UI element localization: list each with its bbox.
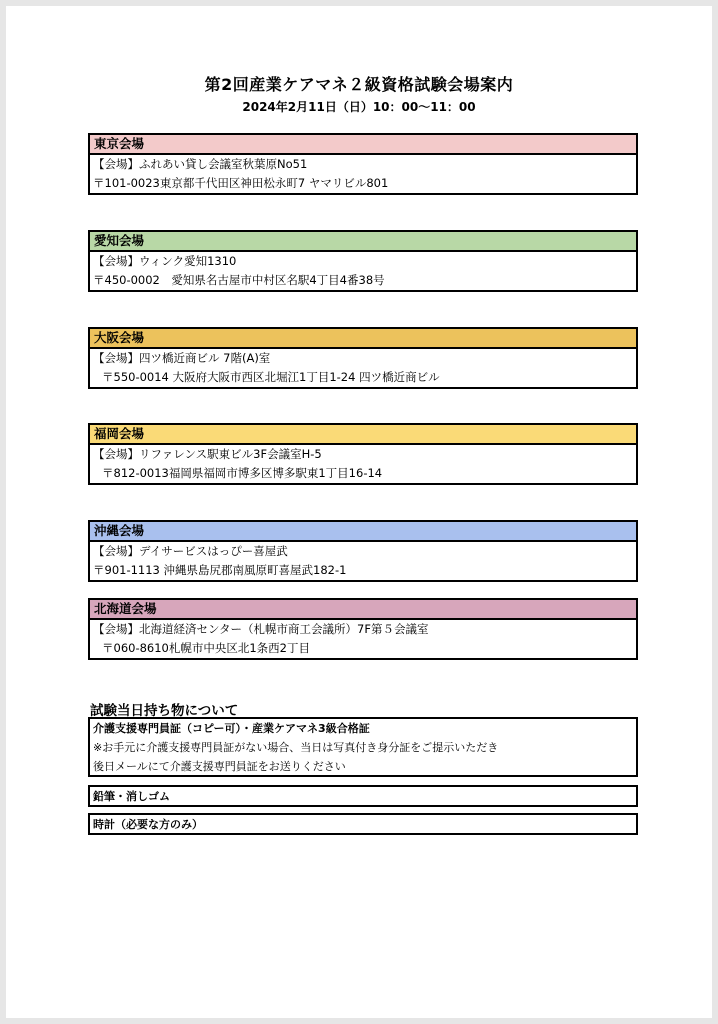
venue-location: 【会場】北海道経済センター（札幌市商工会議所）7F第５会議室 [93, 622, 429, 636]
item-pencil-box [88, 785, 638, 807]
venue-fukuoka [88, 423, 638, 485]
venue-osaka [88, 327, 638, 389]
item-pencil-eraser: 鉛筆・消しゴム [93, 790, 170, 803]
item-certificate-note: ※お手元に介護支援専門員証がない場合、当日は写真付き身分証をご提示いただき [93, 741, 499, 754]
items-heading: 試験当日持ち物について [90, 703, 239, 719]
venue-address: 〒060-8610札幌市中央区北1条西2丁目 [102, 641, 310, 655]
venue-name: 福岡会場 [90, 425, 636, 445]
venue-location: 【会場】デイサービスはっぴー喜屋武 [93, 544, 288, 558]
item-watch: 時計（必要な方のみ） [93, 818, 203, 831]
venue-aichi [88, 230, 638, 292]
item-certificate-box [88, 717, 638, 777]
venue-address: 〒101-0023東京都千代田区神田松永町7 ヤマリビル801 [93, 176, 389, 190]
item-watch-box [88, 813, 638, 835]
document-page [6, 6, 712, 1018]
venue-location: 【会場】リファレンス駅東ビル3F会議室H-5 [93, 447, 322, 461]
venue-tokyo [88, 133, 638, 195]
item-certificate-note-2: 後日メールにて介護支援専門員証をお送りください [93, 760, 346, 773]
venue-name: 沖縄会場 [90, 522, 636, 542]
venue-okinawa [88, 520, 638, 582]
venue-address: 〒450-0002 愛知県名古屋市中村区名駅4丁目4番38号 [93, 273, 385, 287]
venue-address: 〒550-0014 大阪府大阪市西区北堀江1丁目1-24 四ツ橋近商ビル [102, 370, 440, 384]
venue-address: 〒901-1113 沖縄県島尻郡南風原町喜屋武182-1 [93, 563, 347, 577]
venue-name: 東京会場 [90, 135, 636, 155]
document-title: 第2回産業ケアマネ２級資格試験会場案内 [204, 75, 514, 94]
item-certificate-title: 介護支援専門員証（コピー可）・産業ケアマネ3級合格証 [93, 722, 370, 735]
venue-location: 【会場】ウィンク愛知1310 [93, 254, 237, 268]
venue-address: 〒812-0013福岡県福岡市博多区博多駅東1丁目16-14 [102, 466, 383, 480]
venue-name: 北海道会場 [90, 600, 636, 620]
venue-name: 大阪会場 [90, 329, 636, 349]
venue-location: 【会場】四ツ橋近商ビル 7階(A)室 [93, 351, 271, 365]
venue-name: 愛知会場 [90, 232, 636, 252]
venue-location: 【会場】ふれあい貸し会議室秋葉原No51 [93, 157, 308, 171]
exam-datetime: 2024年2月11日（日）10：00～11：00 [242, 100, 476, 114]
venue-hokkaido [88, 598, 638, 660]
